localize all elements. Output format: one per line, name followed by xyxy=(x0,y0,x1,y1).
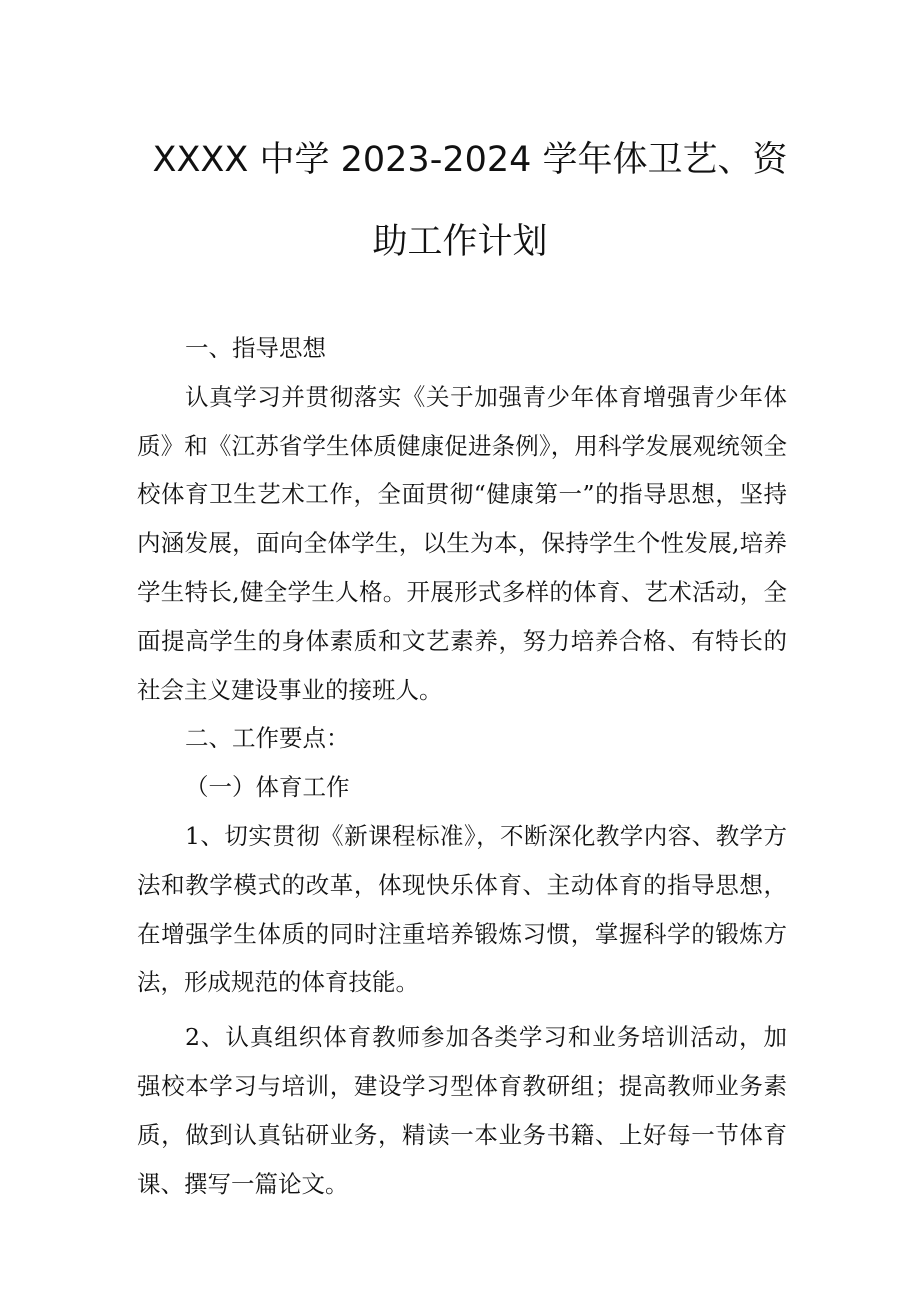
paragraph-item-1: 1、切实贯彻《新课程标准》，不断深化教学内容、教学方法和教学模式的改革，体现快乐体育、主动体育的指导思想，在增强学生体质的同时注重培养锻炼习惯，掌握科学的锻炼方法，形成规范的体育技能。 xyxy=(137,821,787,997)
document-body xyxy=(137,324,787,1208)
document-title-line-2: 助工作计划 xyxy=(372,222,548,262)
document-title-line-1: XXXX 中学 2023-2024 学年体卫艺、资 xyxy=(152,140,788,180)
subsection-heading-pe-work: （一）体育工作 xyxy=(185,773,350,802)
section-heading-guiding-ideology: 一、指导思想 xyxy=(185,334,326,362)
section-heading-work-points: 二、工作要点： xyxy=(185,724,350,753)
paragraph-guiding-ideology: 认真学习并贯彻落实《关于加强青少年体育增强青少年体质》和《江苏省学生体质健康促进条例》，用科学发展观统领全校体育卫生艺术工作，全面贯彻“健康第一”的指导思想，坚持内涵发展，面向全体学生，以生为本，保持学生个性发展,培养学生特长,健全学生人格。开展形式多样的体育、艺术活动，全面提高学生的身体素质和文艺素养，努力培养合格、有特长的社会主义建设事业的接班人。 xyxy=(137,382,787,704)
paragraph-item-2: 2、认真组织体育教师参加各类学习和业务培训活动，加强校本学习与培训，建设学习型体育教研组；提高教师业务素质，做到认真钻研业务，精读一本业务书籍、上好每一节体育课、撰写一篇论文。 xyxy=(137,1023,787,1198)
